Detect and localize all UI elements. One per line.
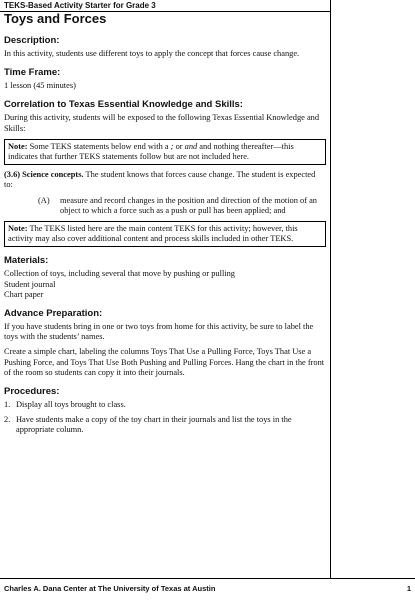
document-body xyxy=(4,35,326,436)
materials-heading: Materials: xyxy=(4,255,49,267)
note-box-teks-format: Note: Some TEKS statements below end with a ; or and and nothing thereafter—this indicates that further TEKS statements follow but are not included here. xyxy=(4,139,326,165)
materials-item: Student journal xyxy=(4,279,56,289)
footer-rule xyxy=(0,578,415,579)
teks-statement: (3.6) Science concepts. The student knows that forces cause change. The student is expected to: xyxy=(4,170,316,190)
materials-item: Chart paper xyxy=(4,289,44,299)
time-frame-heading: Time Frame: xyxy=(4,67,61,79)
procedure-step: 2. Have students make a copy of the toy chart in their journals and list the toys in the appropriate column. xyxy=(4,415,292,435)
time-frame-text: 1 lesson (45 minutes) xyxy=(4,81,76,91)
teks-item-a: (A) measure and record changes in the position and direction of the motion of an object to which a force such as a push or pull has been applied; and xyxy=(38,195,317,215)
note-box-main-teks: Note: The TEKS listed here are the main content TEKS for this activity; however, this activity may also cover additional content and process skills included in other TEKS. xyxy=(4,221,326,247)
margin-rule xyxy=(330,0,331,578)
advance-paragraph-2: Create a simple chart, labeling the columns Toys That Use a Pulling Force, Toys That Use a Pushing Force, and Toys That Use Both Pushing and Pulling Forces. Hang the chart in the front of the room so students can copy it into their journals. xyxy=(4,347,325,377)
correlation-heading: Correlation to Texas Essential Knowledge and Skills: xyxy=(4,99,243,111)
footer-credit: Charles A. Dana Center at The University of Texas at Austin xyxy=(4,584,216,593)
advance-paragraph-1: If you have students bring in one or two toys from home for this activity, be sure to label the toys with the students’ names. xyxy=(4,322,314,342)
note-label: Note: xyxy=(8,141,28,151)
description-heading: Description: xyxy=(4,35,60,46)
series-subtitle: TEKS-Based Activity Starter for Grade 3 xyxy=(4,1,156,10)
procedure-step: 1. Display all toys brought to class. xyxy=(4,400,126,410)
procedures-heading: Procedures: xyxy=(4,386,60,398)
teks-code: (3.6) Science concepts. xyxy=(4,170,84,180)
materials-item: Collection of toys, including several that move by pushing or pulling xyxy=(4,269,235,279)
correlation-intro: During this activity, students will be exposed to the following Texas Essential Knowledge and Skills: xyxy=(4,113,320,133)
note-label: Note: xyxy=(8,224,28,234)
description-text: In this activity, students use different toys to apply the concept that forces cause change. xyxy=(4,49,300,58)
page-title: Toys and Forces xyxy=(4,11,107,26)
page-number: 1 xyxy=(406,584,411,593)
advance-preparation-heading: Advance Preparation: xyxy=(4,308,103,320)
